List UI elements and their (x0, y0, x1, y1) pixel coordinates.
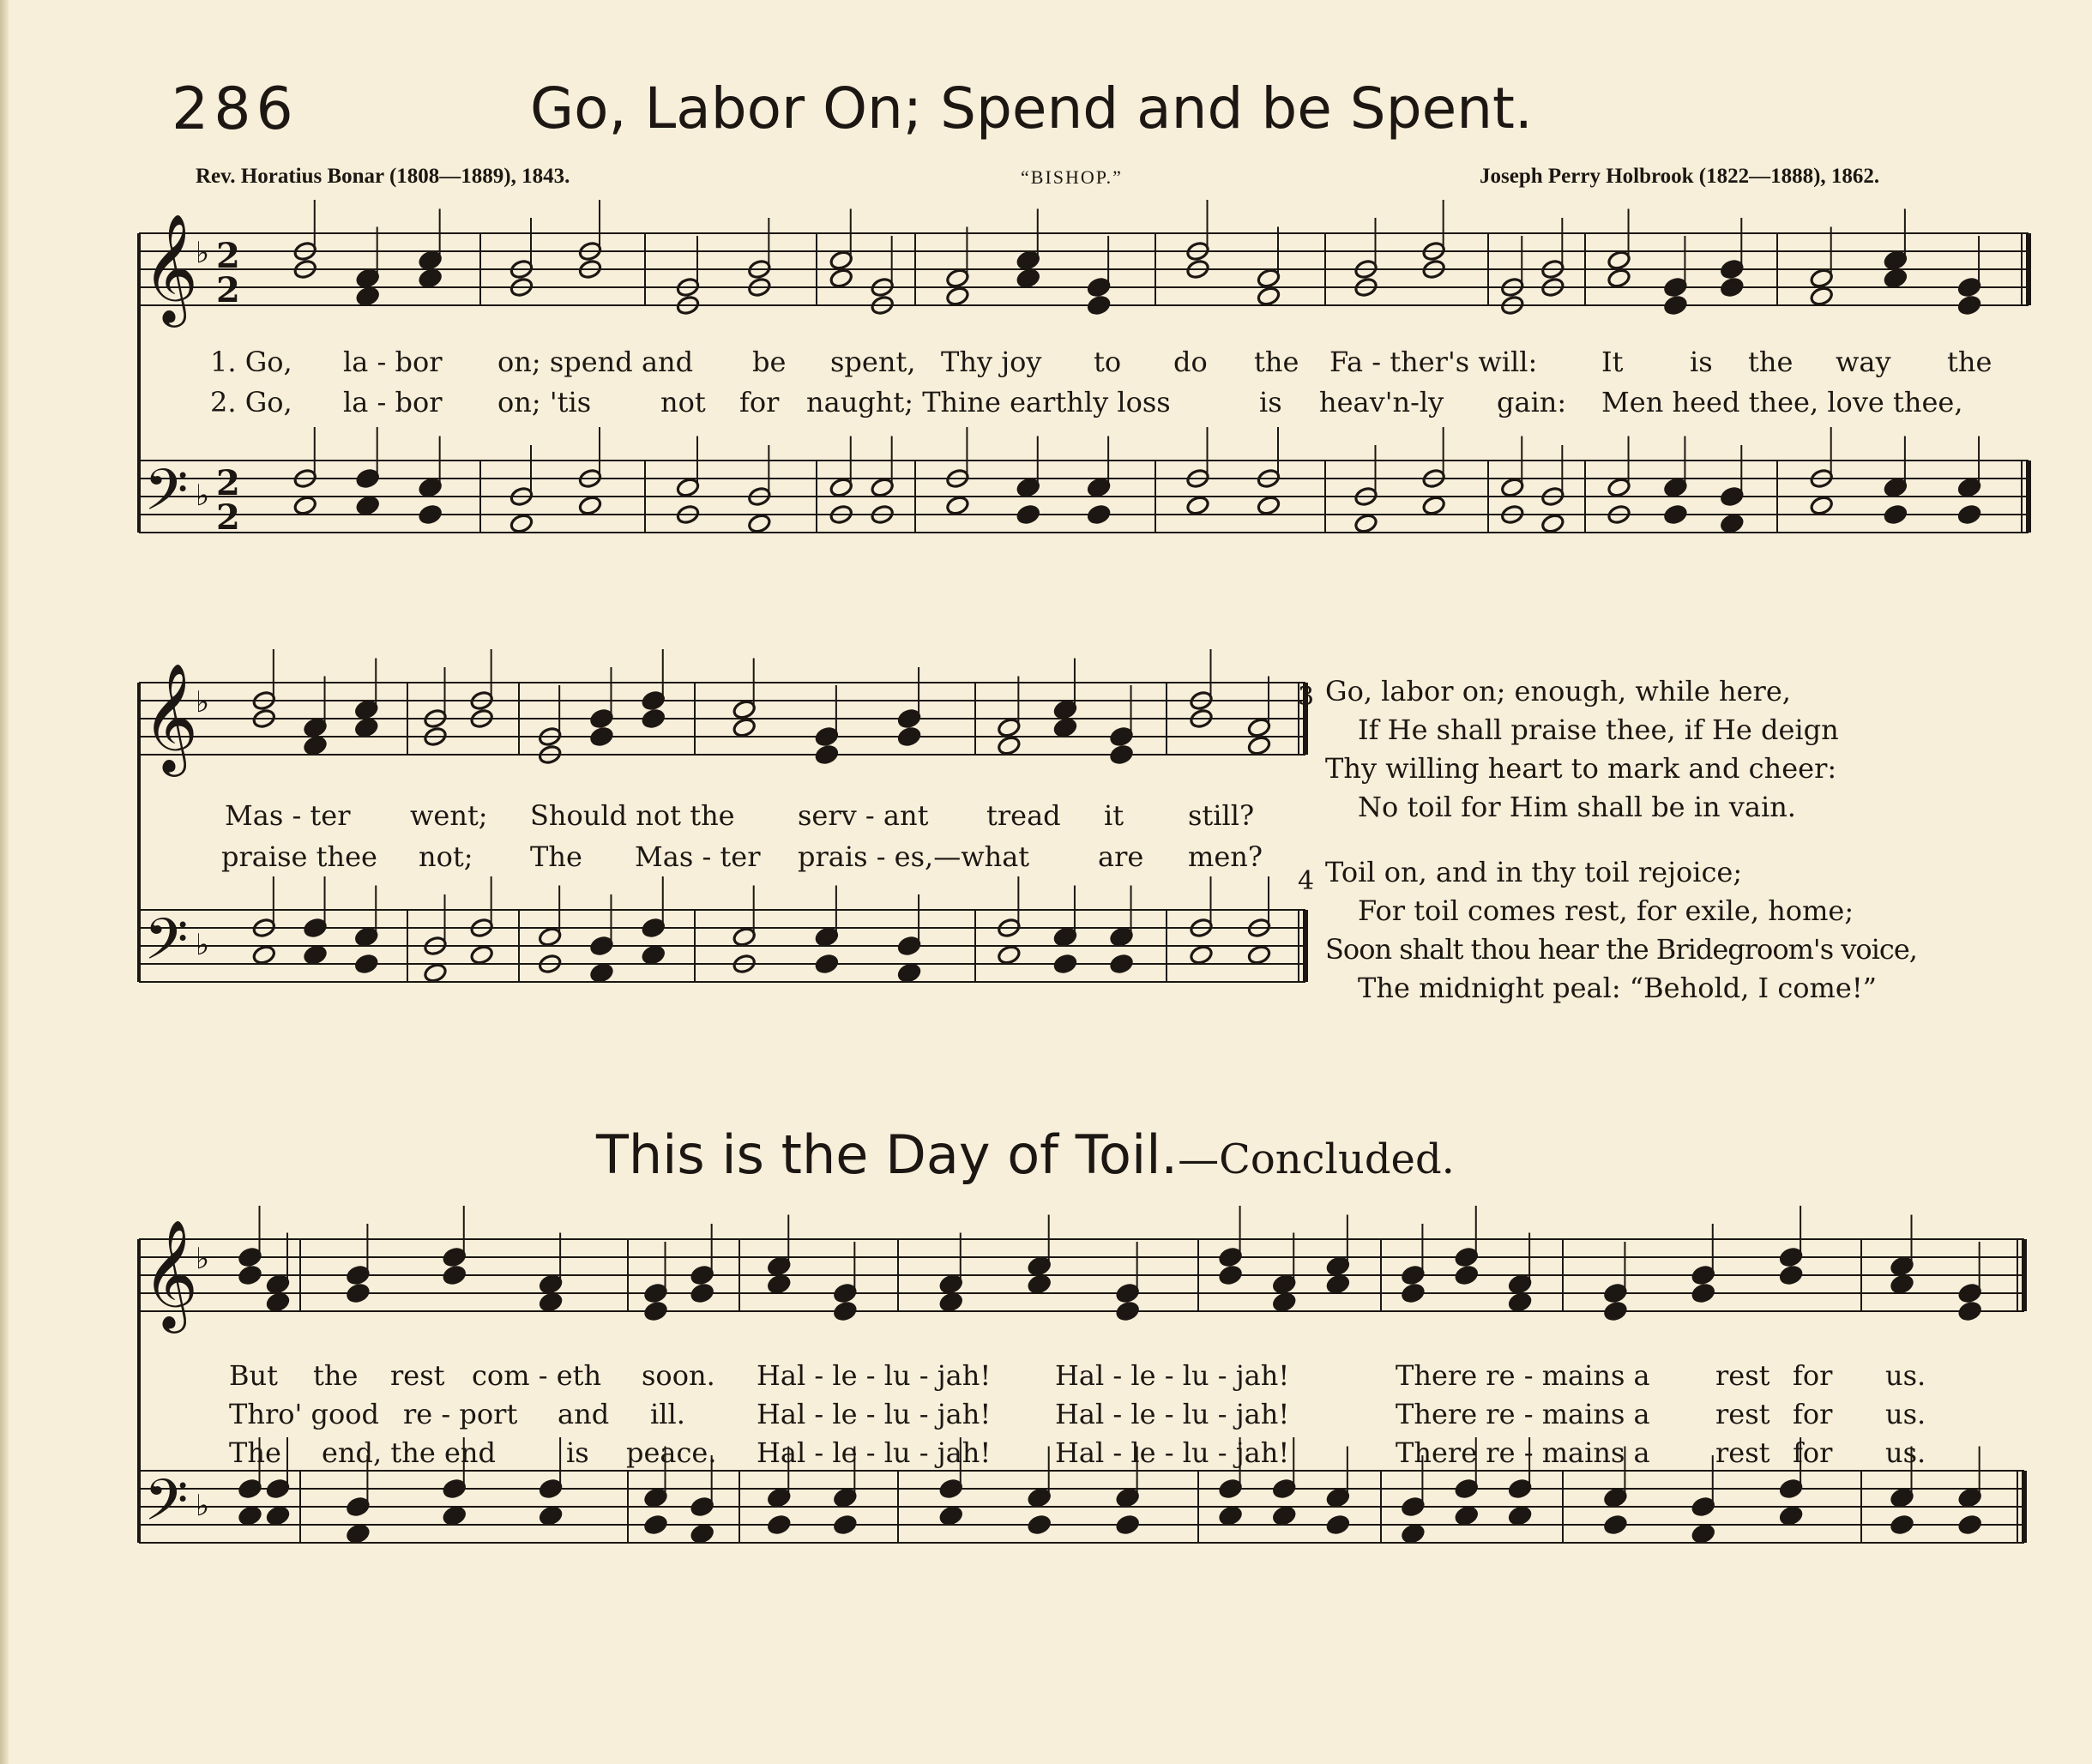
syllable: is (566, 1436, 589, 1469)
syllable: 2. Go, (210, 386, 292, 418)
syllable: serv - ant (798, 799, 929, 832)
syllable: Hal - le - lu - jah! (1055, 1436, 1290, 1469)
quarter-note (539, 1291, 564, 1313)
time-signature: 2 (216, 236, 240, 276)
system2-verse2 (0, 840, 1287, 875)
quarter-note (418, 268, 443, 289)
syllable: to (1094, 346, 1122, 378)
syllable: gain: (1497, 386, 1567, 418)
half-note (578, 495, 603, 516)
syllable: for (1793, 1436, 1833, 1469)
half-note (1607, 268, 1631, 289)
syllable: the (1748, 346, 1794, 378)
syllable: There re - mains a (1396, 1436, 1650, 1469)
flat-sign: ♭ (196, 479, 210, 513)
syllable: still? (1188, 799, 1255, 832)
half-note (1809, 286, 1834, 307)
syllable: men? (1188, 840, 1263, 873)
quarter-note (1016, 504, 1040, 526)
quarter-note (1053, 954, 1078, 975)
stanza-line: Soon shalt thou hear the Bridegroom's voice, (1325, 933, 1917, 966)
music-credit: Joseph Perry Holbrook (1822—1888), 1862. (1480, 165, 1880, 188)
quarter-note (1508, 1291, 1533, 1313)
system2-verse1 (0, 799, 1287, 834)
quarter-note (643, 1514, 668, 1536)
half-note (252, 944, 277, 966)
half-note (829, 268, 853, 289)
half-note (1189, 944, 1214, 966)
half-note (1421, 495, 1446, 516)
syllable: 1. Go, (210, 346, 292, 378)
quarter-note (346, 1523, 371, 1544)
quarter-note (1326, 1273, 1351, 1295)
syllable: rest (390, 1359, 445, 1392)
syllable: There re - mains a (1396, 1398, 1650, 1430)
quarter-note (833, 1301, 858, 1322)
quarter-note (1109, 744, 1134, 766)
quarter-note (1454, 1265, 1479, 1286)
time-signature: 2 (216, 463, 240, 503)
quarter-note (1720, 513, 1745, 534)
flat-sign: ♭ (196, 928, 210, 962)
quarter-note (354, 954, 379, 975)
half-note (747, 513, 772, 534)
treble-clef: 𝄞 (142, 1219, 199, 1328)
syllable: for (1793, 1359, 1833, 1392)
half-note (732, 717, 757, 738)
quarter-note (442, 1265, 467, 1286)
stanza-line: Go, labor on; enough, while here, (1325, 675, 1791, 707)
quarter-note (1691, 1283, 1715, 1304)
quarter-note (1663, 504, 1688, 526)
syllable: Hal - le - lu - jah! (1055, 1359, 1290, 1392)
words-credit: Rev. Horatius Bonar (1808—1889), 1843. (196, 165, 570, 188)
flat-sign: ♭ (196, 1489, 210, 1523)
stanza-line: No toil for Him shall be in vain. (1358, 791, 1796, 823)
treble-clef: 𝄞 (142, 213, 199, 322)
syllable: be (752, 346, 787, 378)
syllable: Hal - le - lu - jah! (1055, 1398, 1290, 1430)
syllable: It (1601, 346, 1624, 378)
quarter-note (1691, 1523, 1715, 1544)
quarter-note (1957, 1514, 1982, 1536)
quarter-note (1957, 1301, 1982, 1322)
syllable: Mas - ter (635, 840, 761, 873)
system3-verse2 (0, 1398, 2092, 1432)
syllable: is (1690, 346, 1713, 378)
concluded-title (596, 1123, 1455, 1186)
syllable: rest (1715, 1436, 1770, 1469)
quarter-note (266, 1291, 291, 1313)
half-note (1540, 513, 1565, 534)
flat-sign: ♭ (196, 236, 210, 270)
quarter-note (1272, 1505, 1297, 1526)
stanza-line: Toil on, and in thy toil rejoice; (1325, 856, 1743, 888)
quarter-note (238, 1505, 262, 1526)
quarter-note (589, 962, 614, 984)
quarter-note (1053, 717, 1078, 738)
quarter-note (1115, 1301, 1140, 1322)
quarter-note (1884, 268, 1908, 289)
system1-verse1 (0, 346, 2092, 380)
quarter-note (897, 726, 922, 748)
syllable: The (229, 1436, 281, 1469)
half-note (945, 286, 970, 307)
syllable: Hal - le - lu - jah! (757, 1436, 992, 1469)
syllable: ill. (650, 1398, 685, 1430)
syllable: for (1793, 1398, 1833, 1430)
bass-clef: 𝄢 (144, 457, 189, 537)
quarter-note (1663, 295, 1688, 316)
quarter-note (355, 286, 380, 307)
quarter-note (690, 1283, 714, 1304)
syllable: prais - es,—what (798, 840, 1030, 873)
quarter-note (346, 1283, 371, 1304)
syllable: us. (1885, 1436, 1926, 1469)
quarter-note (938, 1291, 963, 1313)
quarter-note (1957, 295, 1982, 316)
syllable: Mas - ter (225, 799, 351, 832)
quarter-note (354, 717, 379, 738)
syllable: do (1173, 346, 1208, 378)
syllable: Should not the (530, 799, 735, 832)
quarter-note (1779, 1265, 1804, 1286)
stanza-number: 3 (1298, 682, 1315, 712)
quarter-note (938, 1505, 963, 1526)
quarter-note (1603, 1514, 1628, 1536)
syllable: com - eth (472, 1359, 602, 1392)
quarter-note (1218, 1505, 1243, 1526)
syllable: Hal - le - lu - jah! (757, 1359, 992, 1392)
half-note (423, 962, 448, 984)
syllable: and (558, 1398, 610, 1430)
syllable: not (660, 386, 706, 418)
syllable: Thro' good (229, 1398, 379, 1430)
half-note (1257, 286, 1281, 307)
syllable: on; 'tis (497, 386, 592, 418)
syllable: praise thee (221, 840, 377, 873)
treble-clef: 𝄞 (142, 662, 199, 772)
half-note (469, 944, 494, 966)
bass-clef: 𝄢 (144, 1467, 189, 1547)
quarter-note (1109, 954, 1134, 975)
quarter-note (1884, 504, 1908, 526)
quarter-note (418, 504, 443, 526)
stanza-line: If He shall praise thee, if He deign (1358, 713, 1839, 746)
syllable: it (1104, 799, 1124, 832)
half-note (945, 495, 970, 516)
syllable: the (313, 1359, 359, 1392)
syllable: Fa - ther's will: (1329, 346, 1538, 378)
quarter-note (690, 1523, 714, 1544)
syllable: went; (410, 799, 488, 832)
syllable: peace. (626, 1436, 717, 1469)
flat-sign: ♭ (196, 685, 210, 719)
syllable: The (530, 840, 582, 873)
quarter-note (266, 1505, 291, 1526)
quarter-note (1957, 504, 1982, 526)
quarter-note (815, 744, 840, 766)
stanza-number: 4 (1298, 866, 1315, 896)
quarter-note (1016, 268, 1040, 289)
quarter-note (1326, 1514, 1351, 1536)
syllable: There re - mains a (1396, 1359, 1650, 1392)
half-note (292, 495, 317, 516)
half-note (1247, 944, 1272, 966)
quarter-note (589, 726, 614, 748)
syllable: soon. (642, 1359, 715, 1392)
quarter-note (1454, 1505, 1479, 1526)
concluded-title-sub: —Concluded. (1178, 1135, 1455, 1183)
quarter-note (641, 944, 666, 966)
quarter-note (1890, 1273, 1914, 1295)
syllable: is (1259, 386, 1282, 418)
stanza-3 (1298, 672, 2029, 827)
tune-name: “BISHOP.” (1021, 166, 1123, 188)
quarter-note (1087, 504, 1112, 526)
quarter-note (815, 954, 840, 975)
syllable: rest (1715, 1359, 1770, 1392)
stanza-4 (1298, 853, 2029, 1008)
quarter-note (1218, 1265, 1243, 1286)
time-signature: 2 (216, 497, 240, 538)
half-note (997, 944, 1022, 966)
syllable: the (1947, 346, 1993, 378)
syllable: the (1254, 346, 1299, 378)
half-note (1353, 513, 1378, 534)
bass-clef: 𝄢 (144, 906, 189, 986)
quarter-note (1603, 1301, 1628, 1322)
quarter-note (1890, 1514, 1914, 1536)
quarter-note (1779, 1505, 1804, 1526)
quarter-note (897, 962, 922, 984)
system3-verse3 (0, 1436, 2092, 1471)
quarter-note (303, 944, 328, 966)
quarter-note (1027, 1514, 1052, 1536)
half-note (1257, 495, 1281, 516)
flat-sign: ♭ (196, 1242, 210, 1276)
time-signature: 2 (216, 270, 240, 310)
syllable: But (229, 1359, 278, 1392)
syllable: la - bor (343, 386, 443, 418)
quarter-note (1087, 295, 1112, 316)
syllable: Thy joy (941, 346, 1042, 378)
half-note (1185, 495, 1210, 516)
syllable: rest (1715, 1398, 1770, 1430)
half-note (1247, 735, 1272, 756)
syllable: way (1836, 346, 1891, 378)
quarter-note (1401, 1523, 1426, 1544)
syllable: for (739, 386, 780, 418)
hymn-number: 286 (172, 75, 298, 143)
syllable: tread (986, 799, 1061, 832)
stanza-line: For toil comes rest, for exile, home; (1358, 894, 1854, 927)
syllable: us. (1885, 1359, 1926, 1392)
half-note (509, 513, 534, 534)
syllable: la - bor (343, 346, 443, 378)
quarter-note (539, 1505, 564, 1526)
hymn-title: Go, Labor On; Spend and be Spent. (530, 75, 1533, 141)
quarter-note (767, 1514, 792, 1536)
half-note (997, 735, 1022, 756)
concluded-title-main: This is the Day of Toil. (596, 1123, 1179, 1186)
quarter-note (238, 1265, 262, 1286)
quarter-note (1272, 1291, 1297, 1313)
quarter-note (1115, 1514, 1140, 1536)
syllable: on; spend and (497, 346, 694, 378)
syllable: Hal - le - lu - jah! (757, 1398, 992, 1430)
system3-verse1 (0, 1359, 2092, 1394)
quarter-note (643, 1301, 668, 1322)
stanza-line: The midnight peal: “Behold, I come!” (1358, 972, 1878, 1004)
quarter-note (1508, 1505, 1533, 1526)
quarter-note (1720, 277, 1745, 298)
syllable: spent, (830, 346, 916, 378)
quarter-note (1401, 1283, 1426, 1304)
syllable: are (1098, 840, 1144, 873)
system1-verse2 (0, 386, 2092, 420)
syllable: us. (1885, 1398, 1926, 1430)
half-note (1809, 495, 1834, 516)
syllable: not; (419, 840, 473, 873)
syllable: naught; Thine earthly loss (806, 386, 1171, 418)
syllable: heav'n-ly (1319, 386, 1444, 418)
quarter-note (1027, 1273, 1052, 1295)
quarter-note (355, 495, 380, 516)
stanza-line: Thy willing heart to mark and cheer: (1325, 752, 1837, 785)
quarter-note (641, 708, 666, 730)
syllable: end, the end (322, 1436, 496, 1469)
syllable: Men heed thee, love thee, (1601, 386, 1963, 418)
quarter-note (833, 1514, 858, 1536)
quarter-note (303, 735, 328, 756)
quarter-note (442, 1505, 467, 1526)
quarter-note (767, 1273, 792, 1295)
syllable: re - port (403, 1398, 518, 1430)
